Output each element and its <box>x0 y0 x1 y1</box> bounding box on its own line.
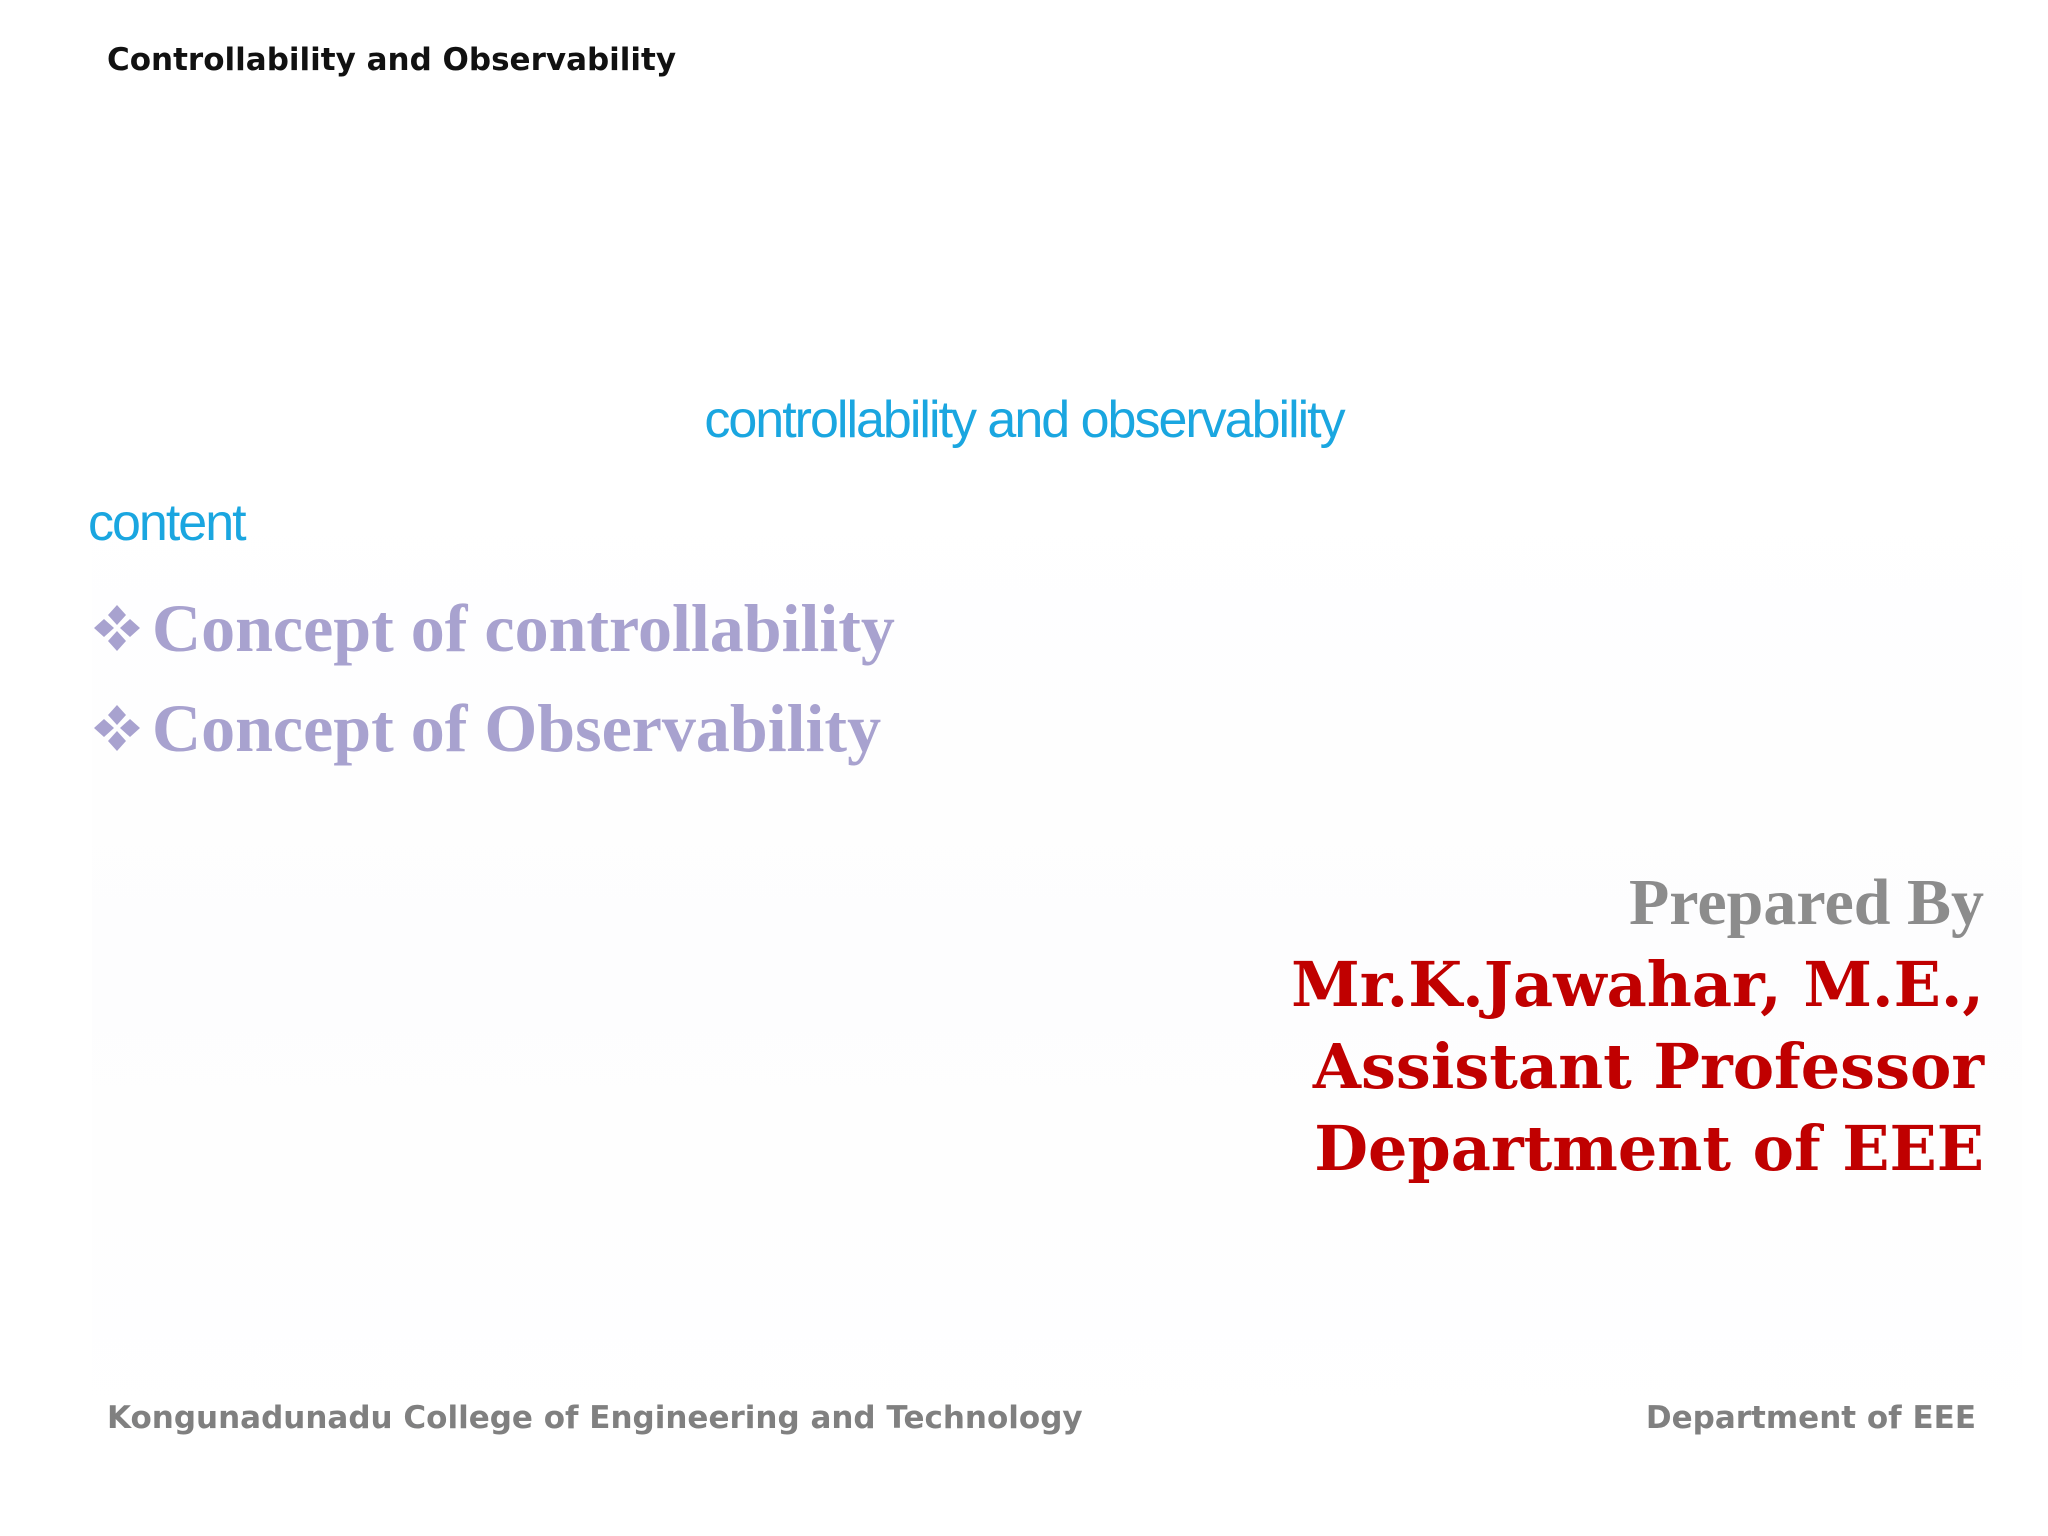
list-item <box>92 678 895 778</box>
footer-college-name: Kongunadunadu College of Engineering and Technology <box>107 1400 1083 1436</box>
author-designation: Assistant Professor <box>1312 1030 1984 1103</box>
four-diamond-bullet-icon <box>92 603 142 653</box>
bullet-list <box>92 578 895 778</box>
four-diamond-bullet-icon <box>92 703 142 753</box>
header-title: Controllability and Observability <box>107 42 677 78</box>
list-item <box>92 578 895 678</box>
author-department: Department of EEE <box>1314 1112 1984 1185</box>
bullet-text: Concept of Observability <box>152 689 882 766</box>
bullet-text: Concept of controllability <box>152 589 895 666</box>
author-name: Mr.K.Jawahar, M.E., <box>1291 948 1984 1021</box>
footer-department: Department of EEE <box>1645 1400 1976 1436</box>
content-label: content <box>88 494 245 552</box>
prepared-by-label: Prepared By <box>1628 866 1984 939</box>
prepared-by-block <box>1291 862 1984 1190</box>
slide-title: controllability and observability <box>704 391 1344 449</box>
